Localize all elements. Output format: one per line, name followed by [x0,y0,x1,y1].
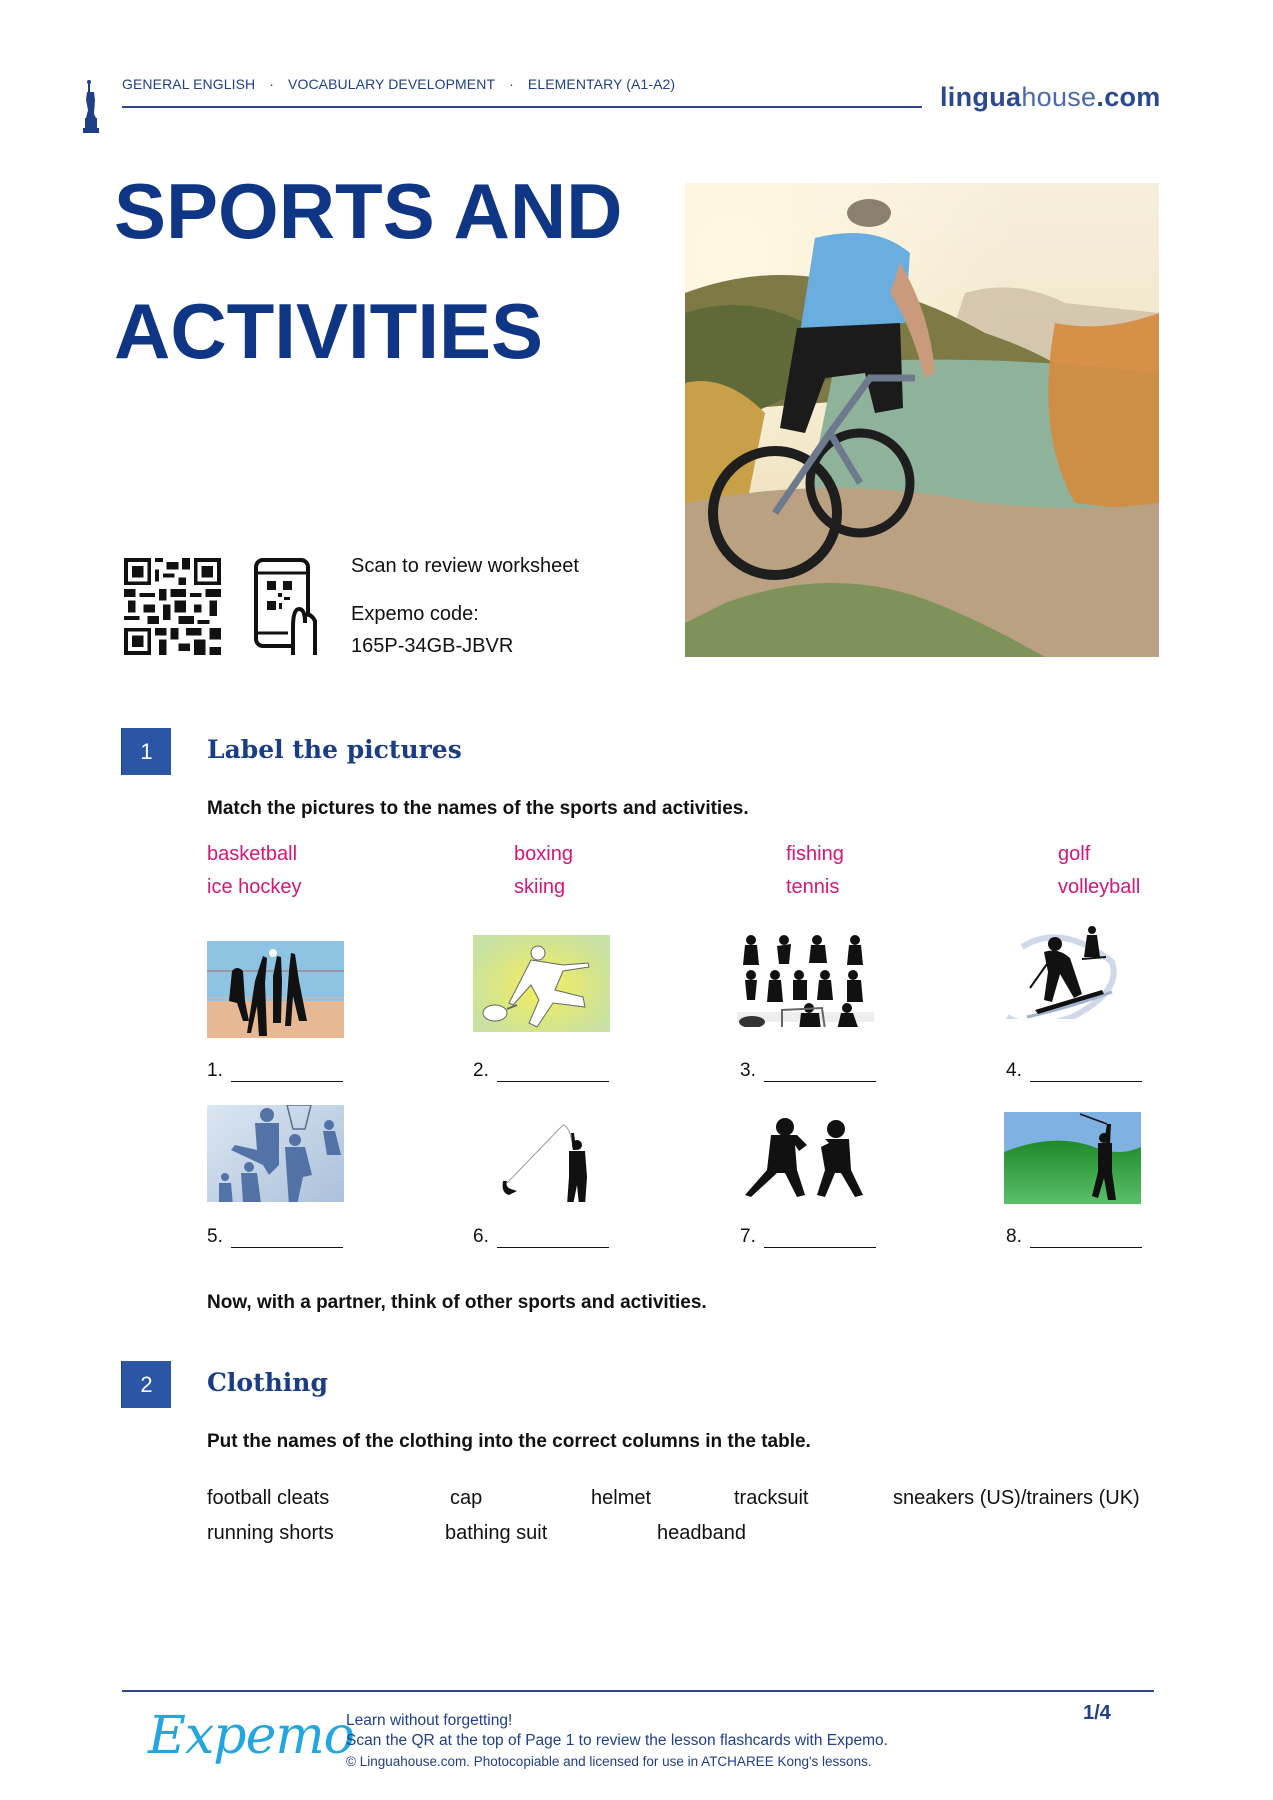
answer-4[interactable] [1006,1060,1142,1082]
breadcrumb-separator: · [509,76,514,92]
logo-part-lingua: lingua [940,82,1022,112]
qr-code-icon[interactable] [124,558,221,655]
section-2-title: Clothing [207,1368,328,1397]
page-title-line2: ACTIVITIES [114,287,544,375]
answer-7[interactable] [740,1226,876,1248]
breadcrumb-level: ELEMENTARY (A1-A2) [527,76,676,92]
logo-part-com: .com [1096,82,1161,112]
footer-divider [122,1690,1154,1692]
word-ice-hockey: ice hockey [207,876,302,898]
section-2-badge: 2 [121,1361,171,1408]
breadcrumb-category: VOCABULARY DEVELOPMENT [288,76,496,92]
section-2-instruction: Put the names of the clothing into the correct columns in the table. [207,1431,811,1452]
word-fishing: fishing [786,843,844,865]
answer-number: 4. [1006,1060,1022,1081]
answer-number: 2. [473,1060,489,1081]
answer-2[interactable] [473,1060,609,1082]
breadcrumb-separator: · [269,76,275,92]
answer-blank[interactable] [1030,1231,1142,1248]
clothing-football-cleats: football cleats [207,1487,330,1509]
word-volleyball: volleyball [1058,876,1141,898]
expemo-code-label: Expemo code: [351,603,479,625]
answer-1[interactable] [207,1060,343,1082]
answer-blank[interactable] [497,1065,609,1082]
header-divider [122,106,922,108]
clothing-tracksuit: tracksuit [734,1487,809,1509]
answer-blank[interactable] [497,1231,609,1248]
logo-part-house: house [1021,82,1097,112]
linguahouse-logo[interactable] [940,82,1161,113]
answer-number: 5. [207,1226,223,1247]
answer-5[interactable] [207,1226,343,1248]
answer-number: 8. [1006,1226,1022,1247]
word-golf: golf [1058,843,1091,865]
page-title-line1: SPORTS AND [114,167,623,255]
answer-3[interactable] [740,1060,876,1082]
footer-tagline: Learn without forgetting! [346,1712,513,1729]
clothing-headband: headband [657,1522,746,1544]
clothing-cap: cap [450,1487,483,1509]
answer-number: 3. [740,1060,756,1081]
section-1-badge: 1 [121,728,171,775]
clothing-bathing-suit: bathing suit [445,1522,548,1544]
section-1-instruction: Match the pictures to the names of the sports and activities. [207,798,749,819]
footer-copyright: © Linguahouse.com. Photocopiable and licensed for use in ATCHAREE Kong's lessons. [346,1754,872,1769]
picture-7-boxing [737,1115,874,1212]
scan-review-label: Scan to review worksheet [351,555,579,577]
answer-number: 6. [473,1226,489,1247]
page-number: 1/4 [1083,1702,1111,1724]
word-skiing: skiing [514,876,566,898]
answer-number: 7. [740,1226,756,1247]
picture-2-tennis [473,935,610,1032]
answer-6[interactable] [473,1226,609,1248]
expemo-logo[interactable]: Expemo [148,1706,354,1766]
answer-blank[interactable] [231,1065,343,1082]
word-tennis: tennis [786,876,840,898]
picture-5-basketball [207,1105,344,1202]
section-1-title: Label the pictures [207,735,462,764]
answer-number: 1. [207,1060,223,1081]
picture-1-volleyball [207,941,344,1038]
answer-blank[interactable] [1030,1065,1142,1082]
picture-8-golf [1004,1112,1141,1209]
picture-4-skiing [1002,922,1139,1019]
answer-blank[interactable] [231,1231,343,1248]
expemo-code: 165P-34GB-JBVR [351,635,514,657]
hero-photo-mountain-biker [685,183,1159,657]
picture-3-ice-hockey [737,930,874,1027]
breadcrumb [122,76,675,92]
footer-scan-note: Scan the QR at the top of Page 1 to review the lesson flashcards with Expemo. [346,1732,888,1749]
clothing-helmet: helmet [591,1487,652,1509]
word-boxing: boxing [514,843,573,865]
picture-6-fishing [473,1105,610,1202]
clothing-running-shorts: running shorts [207,1522,334,1544]
word-basketball: basketball [207,843,298,865]
answer-blank[interactable] [764,1231,876,1248]
phone-scan-icon [253,557,319,657]
clothing-sneakers-trainers: sneakers (US)/trainers (UK) [893,1487,1140,1509]
section-1-followup: Now, with a partner, think of other sports and activities. [207,1292,707,1313]
answer-blank[interactable] [764,1065,876,1082]
answer-8[interactable] [1006,1226,1142,1248]
breadcrumb-course: GENERAL ENGLISH [122,76,256,92]
statue-of-liberty-icon [82,80,102,134]
